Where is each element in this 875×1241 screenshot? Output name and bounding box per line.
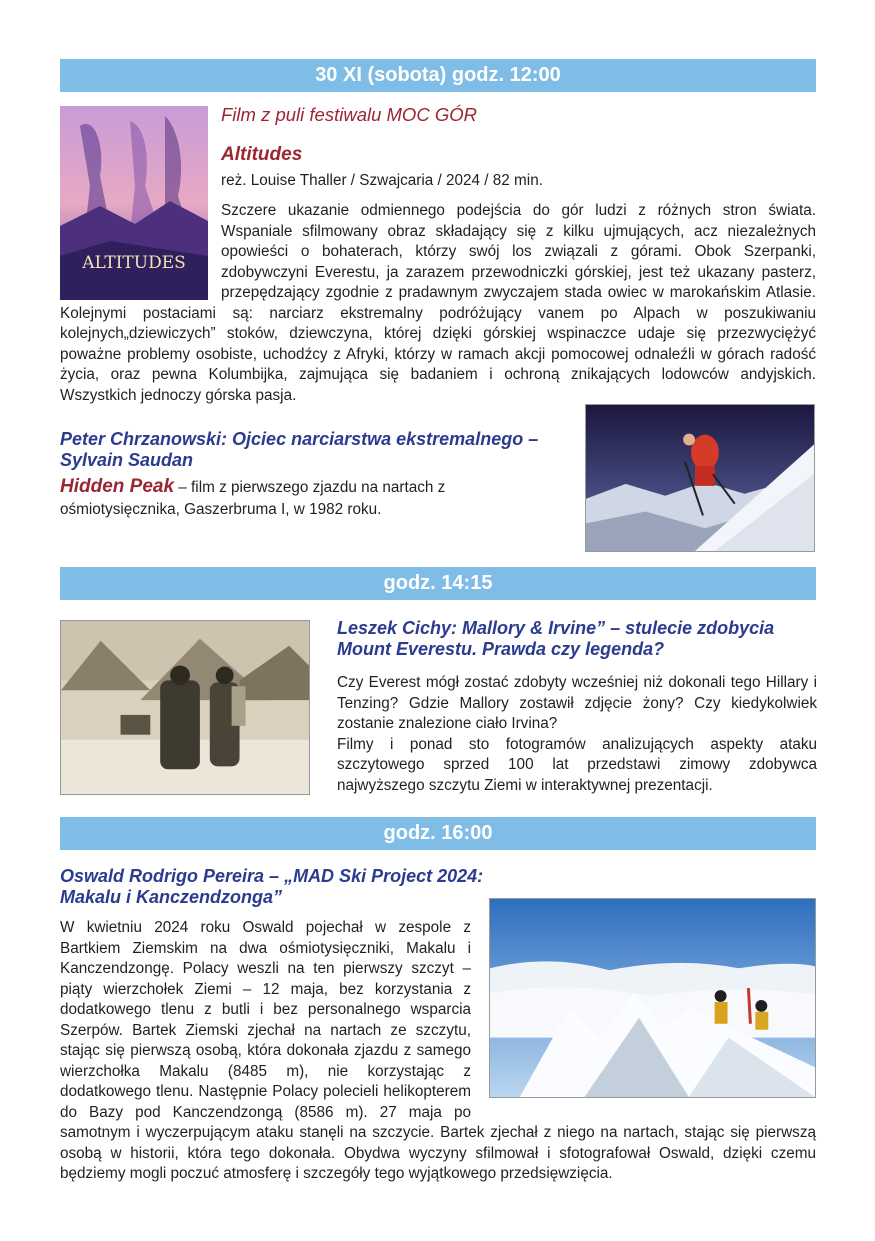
film2-description: – film z pierwszego zjazdu na nartach z ośmiotysięcznika, Gaszerbruma I, w 1982 roku. <box>60 479 446 518</box>
film-meta: reż. Louise Thaller / Szwajcaria / 2024 / 82 min. <box>221 172 543 189</box>
section-header-1200: 30 XI (sobota) godz. 12:00 <box>60 59 816 92</box>
talk-description-pereira-text: W kwietniu 2024 roku Oswald pojechał w zespole z Bartkiem Ziemskim na dwa ośmiotysięczniki, Makalu i Kanczendzongę. Polacy weszli na ten pierwszy szczyt – piąty wierzchołek Ziemi – 12 maja, bez korzystania z dodatkowego tlenu z butli i bez personalnego wsparcia Szerpów. Bartek Ziemski zjechał na nartach ze szczytu, stając się pierwszą osobą, która dokonała zjazdu z samego wierzchołka Makalu (8485 m), nie korzystając z dodatkowego tlenu. Następnie Polacy polecieli helikopterem do Bazy pod Kanczendzongą (8586 m). 27 maja po samotnym i wyczerpującym ataku stanęli na szczycie. Bartek zjechał z niego na nartach, stając się pierwszą osobą w historii, która tego dokonała. Obydwa wyczyny sfilmował i sfotografował Oswald, dzięki czemu będziemy mogli poczuć atmosferę i szczegóły tego wyjątkowego przedsięwzięcia. <box>60 919 816 1182</box>
talk-description-cichy <box>337 673 817 796</box>
skier-photo <box>585 404 815 552</box>
film-title: Altitudes <box>221 144 303 165</box>
section-header-1600: godz. 16:00 <box>60 817 816 850</box>
festival-kicker: Film z puli festiwalu MOC GÓR <box>221 104 477 125</box>
section-header-1415: godz. 14:15 <box>60 567 816 600</box>
film2-title: Hidden Peak <box>60 476 175 497</box>
talk-description-p1: Czy Everest mógł zostać zdobyty wcześniej niż dokonali tego Hillary i Tenzing? Gdzie Mallory zostawił zdjęcie żony? Czy kiedykolwiek zostanie znalezione ciało Irvina? <box>337 674 817 732</box>
talk-description-p2: Filmy i ponad sto fotogramów analizujących aspekty ataku szczytowego sprzed 100 lat przedstawi zimowy zdobywca najwyższego szczytu Ziemi w interaktywnej prezentacji. <box>337 735 817 794</box>
film2-block <box>60 476 480 521</box>
poster-title-text: ALTITUDES <box>82 253 186 273</box>
talk-description-pereira <box>60 918 816 1185</box>
talk-title-cichy: Leszek Cichy: Mallory & Irvine” – stulecie zdobycia Mount Everestu. Prawda czy legenda? <box>337 618 775 659</box>
talk-title-chrzanowski: Peter Chrzanowski: Ojciec narciarstwa ekstremalnego – Sylvain Saudan <box>60 429 539 470</box>
talk-title-pereira: Oswald Rodrigo Pereira – „MAD Ski Project 2024: Makalu i Kanczendzonga” <box>60 866 484 907</box>
film-description <box>60 201 816 406</box>
film-description-text: Szczere ukazanie odmiennego podejścia do gór ludzi z różnych stron świata. Wspaniale sfilmowany obraz składający się z kilku ujmujących, acz niezależnych opowieści o bohaterach, którzy swój los związali z górami. Obok Szerpanki, zdobywczyni Everestu, ja zarazem przewodniczki górskiej, jest też ukazany pasterz, przepędzający zgodnie z pradawnym zwyczajem stada owiec w marokańskim Atlasie. Kolejnymi postaciami są: narciarz ekstremalny podróżujący vanem po Alpach w poszukiwaniu kolejnych„dziewiczych” stoków, dziewczyna, której dzięki górskiej wspinaczce udaje się przezwyciężyć poważne problemy osobiste, uchodźcy z Afryki, którzy w ramach akcji pomocowej odnaleźli w górach radość życia, oraz pewna Kolumbijka, zajmująca się badaniem i ochroną znikających lodowców andyjskich. Wszystkich jednoczy górska pasja. <box>60 202 816 404</box>
expedition-photo <box>60 620 310 795</box>
